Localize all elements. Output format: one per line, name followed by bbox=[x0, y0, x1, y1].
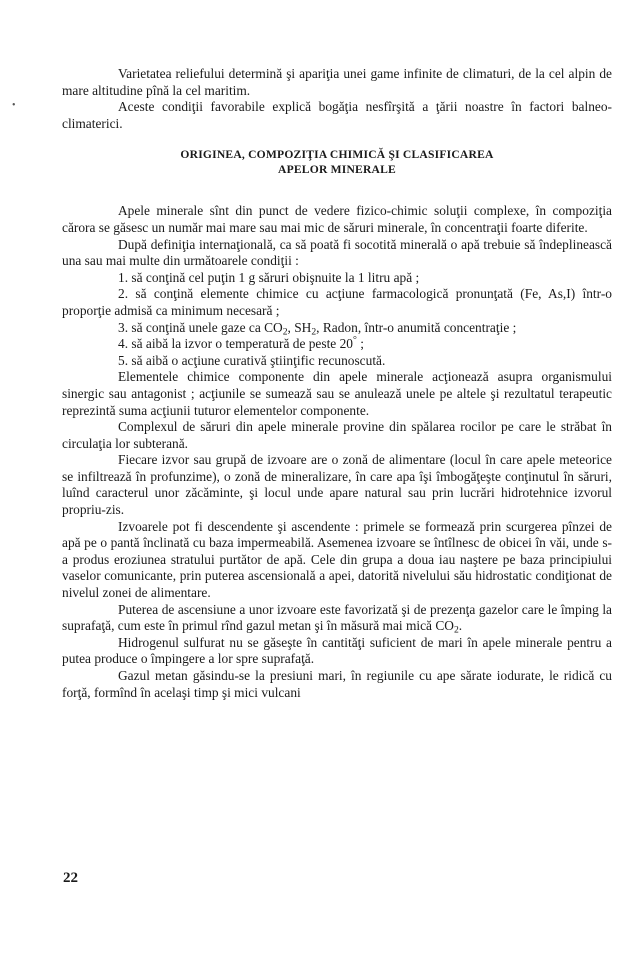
paragraph-text: Puterea de ascensiune a unor izvoare este favorizată şi de prezenţa gazelor care le împing la suprafaţă, cum este în primul rînd gazul metan şi în măsură mai mică CO bbox=[62, 601, 612, 634]
condition-3-text: , Radon, într-o anumită concentraţie ; bbox=[316, 319, 517, 335]
page-number: 22 bbox=[63, 870, 78, 886]
paragraph: Apele minerale sînt din punct de vedere fizico-chimic soluţii complexe, în compoziţia cărora se găsesc un număr mai mare sau mai mic de săruri minerale, în concentraţii foarte diferite. bbox=[62, 203, 612, 235]
paragraph-text: . bbox=[458, 618, 463, 634]
page-text bbox=[62, 66, 612, 701]
subscript: 2 bbox=[453, 624, 459, 636]
paragraph: Varietatea reliefului determină şi apariţia unei game infinite de climaturi, de la cel alpin de mare altitudine pînă la cel maritim. bbox=[62, 66, 612, 98]
paragraph: Gazul metan găsindu-se la presiuni mari, în regiunile cu ape sărate iodurate, le ridică cu forţă, formînd în acelaşi timp şi mici vulcani bbox=[62, 668, 612, 700]
section-heading bbox=[62, 147, 612, 177]
condition-2: 2. să conţină elemente chimice cu acţiune farmacologică pronunţată (Fe, As,I) într-o proporţie admisă ca minimum necesară ; bbox=[62, 286, 612, 318]
margin-dot: • bbox=[12, 100, 16, 111]
paragraph: Complexul de săruri din apele minerale provine din spălarea rocilor pe care le străbat în circulaţia lor subterană. bbox=[62, 419, 612, 451]
condition-5: 5. să aibă o acţiune curativă ştiinţific recunoscută. bbox=[118, 352, 386, 368]
heading-line-1: ORIGINEA, COMPOZIŢIA CHIMICĂ ŞI CLASIFICAREA bbox=[180, 148, 494, 162]
paragraph: Aceste condiţii favorabile explică bogăţia nesfîrşită a ţării noastre în factori balneo-climaterici. bbox=[62, 99, 612, 131]
degree-sign: ° bbox=[352, 334, 357, 346]
condition-3 bbox=[62, 320, 612, 337]
condition-4-text: ; bbox=[356, 336, 364, 352]
paragraph bbox=[62, 602, 612, 635]
subscript: 2 bbox=[282, 325, 288, 337]
subscript: 2 bbox=[311, 325, 317, 337]
paragraph: Izvoarele pot fi descendente şi ascendente : primele se formează prin scurgerea pînzei de apă pe o pantă înclinată cu baza impermeabilă. Asemenea izvoare se întîlnesc de obicei în văi, unde s-a produs eroziunea stratului purtător de apă. Cele din grupa a doua iau naştere pe baza principiului vaselor comunicante, prin puterea ascensională a apei, datorită nivelului său hidrostatic condiţionat de nivelul zonei de alimentare. bbox=[62, 518, 612, 601]
condition-4 bbox=[62, 336, 612, 353]
condition-3-text: 3. să conţină unele gaze ca CO bbox=[118, 319, 283, 335]
heading-line-2: APELOR MINERALE bbox=[278, 163, 396, 177]
condition-3-text: , SH bbox=[287, 319, 312, 335]
paragraph: Hidrogenul sulfurat nu se găseşte în cantităţi suficient de mari în apele minerale pentru a putea produce o împingere a lor spre suprafaţă. bbox=[62, 634, 612, 667]
paragraph: Elementele chimice componente din apele minerale acţionează asupra organismului sinergic sau antagonist ; acţiunile se sumează sau se anulează unele pe altele şi rezultatul terapeutic reprezintă suma acţiunii tuturor elementelor componente. bbox=[62, 369, 612, 418]
paragraph: Fiecare izvor sau grupă de izvoare are o zonă de alimentare (locul în care apele meteorice se infiltrează în profunzime), o zonă de mineralizare, în care apa îşi îmbogăţeşte conţinutul în săruri, luînd caracterul unor zăcăminte, şi locul unde apare natural sau prin lucrări hidrotehnice izvorul propriu-zis. bbox=[62, 452, 612, 518]
condition-1: 1. să conţină cel puţin 1 g săruri obişnuite la 1 litru apă ; bbox=[118, 269, 420, 285]
condition-4-text: 4. să aibă la izvor o temperatură de peste 20 bbox=[118, 336, 353, 352]
paragraph: După definiţia internaţională, ca să poată fi socotită minerală o apă trebuie să îndeplinească una sau mai multe din următoarele condiţii : bbox=[62, 236, 612, 269]
